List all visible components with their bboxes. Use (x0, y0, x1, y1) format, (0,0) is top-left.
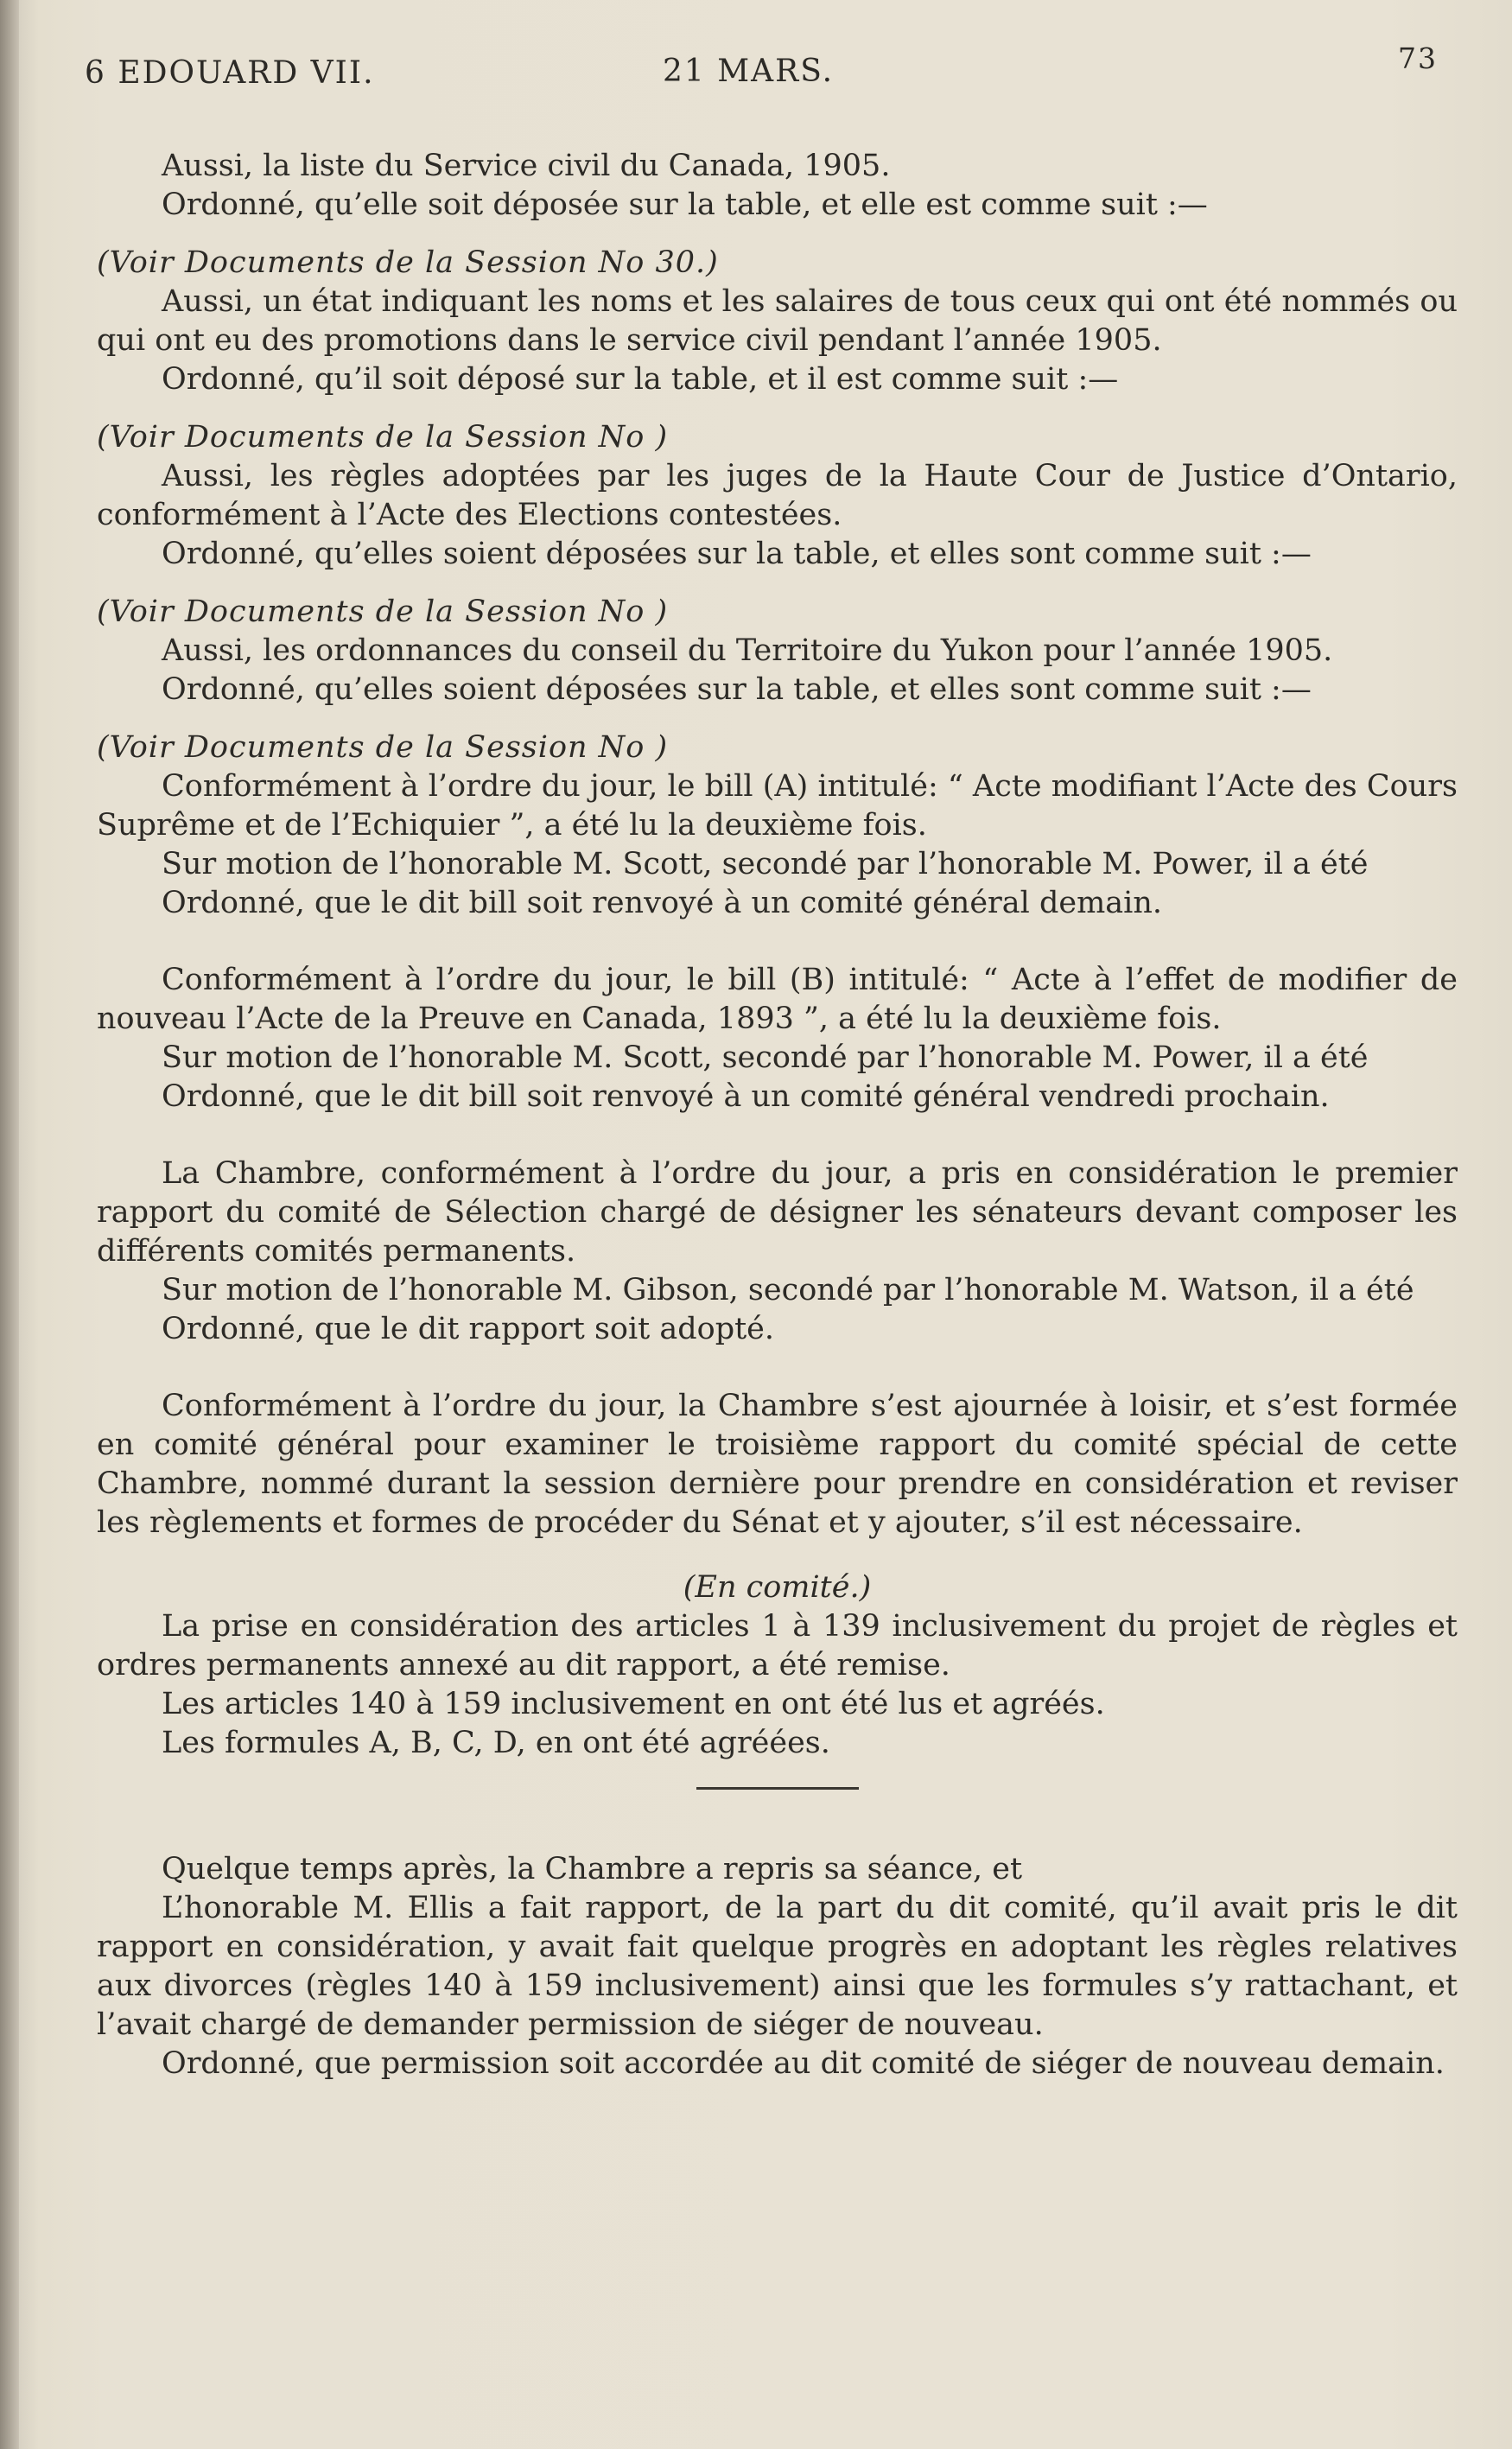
page-body (97, 147, 1458, 2083)
binding-gutter (0, 0, 19, 2449)
text-line: Ordonné, que le dit bill soit renvoyé à un comité général vendredi prochain. (162, 1079, 1330, 1114)
running-header (0, 41, 1512, 105)
text-line: Aussi, les ordonnances du conseil du Territoire du Yukon pour l’année 1905. (162, 633, 1333, 668)
paragraph-bill-b (97, 961, 1458, 1116)
paragraph-articles (97, 1607, 1458, 1763)
paragraph-ontario-rules (97, 457, 1458, 632)
text-line: Ordonné, qu’elles soient déposées sur la table, et elles sont comme suit :— (162, 537, 1312, 571)
text-line: Conformément à l’ordre du jour, la Chambre s’est ajournée à loisir, et s’est formée en comité général pour examiner le troisième rapport du comité spécial de cette Chambre, nommé durant la session dernière pour prendre en considération et reviser les règlements et formes de procéder du Sénat et y ajouter, s’il est nécessaire. (97, 1389, 1458, 1540)
text-line: Les formules A, B, C, D, en ont été agréées. (162, 1726, 830, 1760)
text-line: La prise en considération des articles 1 à 139 inclusivement du projet de règles et ordres permanents annexé au dit rapport, a été remise. (97, 1609, 1458, 1682)
text-line: Ordonné, que le dit rapport soit adopté. (162, 1312, 775, 1346)
text-line: Les articles 140 à 159 inclusivement en ont été lus et agréés. (162, 1687, 1105, 1721)
document-reference: (Voir Documents de la Session No ) (97, 730, 669, 765)
page-number: 73 (1398, 41, 1438, 75)
text-line: Conformément à l’ordre du jour, le bill (B) intitulé: “ Acte à l’effet de modifier de nouveau l’Acte de la Preuve en Canada, 1893 ”, a été lu la deuxième fois. (97, 963, 1458, 1036)
paragraph-bill-a (97, 767, 1458, 923)
text-line: Aussi, les règles adoptées par les juges de la Haute Cour de Justice d’Ontario, conformément à l’Acte des Elections contestées. (97, 459, 1458, 532)
text-line: Ordonné, qu’elles soient déposées sur la table, et elles sont comme suit :— (162, 672, 1312, 707)
paragraph-report (97, 1850, 1458, 2083)
text-line: Ordonné, que le dit bill soit renvoyé à un comité général demain. (162, 886, 1163, 920)
text-line: Sur motion de l’honorable M. Scott, secondé par l’honorable M. Power, il a été (162, 1040, 1369, 1075)
paragraph-general-committee (97, 1387, 1458, 1607)
header-volume: 6 EDOUARD VII. (85, 55, 375, 91)
document-reference: (Voir Documents de la Session No ) (97, 420, 669, 455)
text-line: L’honorable M. Ellis a fait rapport, de la part du dit comité, qu’il avait pris le dit rapport en considération, y avait fait quelque progrès en adoptant les règles relatives aux divorces (règles 140 à 159 inclusivement) ainsi que les formules s’y rattachant, et l’avait chargé de demander permission de siéger de nouveau. (97, 1891, 1458, 2042)
text-line: La Chambre, conformément à l’ordre du jour, a pris en considération le premier rapport du comité de Sélection chargé de désigner les sénateurs devant composer les différents comités permanents. (97, 1156, 1458, 1269)
paragraph-yukon-ordinances (97, 632, 1458, 767)
text-line: Conformément à l’ordre du jour, le bill (A) intitulé: “ Acte modifiant l’Acte des Cours Suprême et de l’Echiquier ”, a été lu la deuxième fois. (97, 769, 1458, 843)
text-line: Quelque temps après, la Chambre a repris sa séance, et (162, 1852, 1023, 1886)
in-committee-heading: (En comité.) (683, 1570, 872, 1605)
text-line: Sur motion de l’honorable M. Gibson, secondé par l’honorable M. Watson, il a été (162, 1273, 1414, 1307)
text-line: Ordonné, qu’elle soit déposée sur la table, et elle est comme suit :— (162, 188, 1208, 222)
text-line: Aussi, la liste du Service civil du Canada, 1905. (162, 149, 891, 183)
document-reference: (Voir Documents de la Session No ) (97, 595, 669, 629)
text-line: Sur motion de l’honorable M. Scott, secondé par l’honorable M. Power, il a été (162, 847, 1369, 881)
header-date: 21 MARS. (663, 54, 835, 89)
text-line: Aussi, un état indiquant les noms et les salaires de tous ceux qui ont été nommés ou qui ont eu des promotions dans le service civil pendant l’année 1905. (97, 284, 1458, 358)
document-reference: (Voir Documents de la Session No 30.) (97, 245, 719, 280)
paragraph-selection-committee (97, 1155, 1458, 1349)
paragraph-civil-service-list (97, 147, 1458, 283)
text-line: Ordonné, qu’il soit déposé sur la table, et il est comme suit :— (162, 362, 1119, 397)
text-line: Ordonné, que permission soit accordée au dit comité de siéger de nouveau demain. (162, 2046, 1445, 2081)
paragraph-salaries-statement (97, 283, 1458, 457)
section-divider (696, 1787, 859, 1790)
